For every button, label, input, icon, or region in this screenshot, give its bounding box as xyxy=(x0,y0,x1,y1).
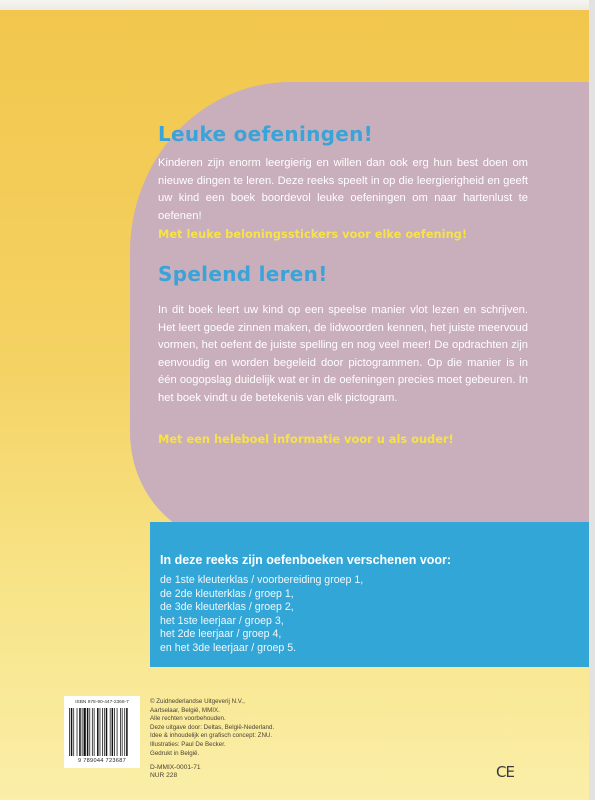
barcode-bar xyxy=(100,708,101,756)
parents-tagline: Met een heleboel informatie voor u als ouder! xyxy=(158,432,454,446)
imprint-line: Idee & inhoudelijk en grafisch concept: ZNU. xyxy=(150,732,273,740)
code-line: NUR 228 xyxy=(150,772,178,780)
barcode-bar xyxy=(89,708,90,756)
barcode-bar xyxy=(120,708,121,756)
imprint xyxy=(150,698,274,758)
barcode-bar xyxy=(112,708,114,756)
barcode-bar xyxy=(97,708,99,756)
barcode-digits: 9 789044 723687 xyxy=(77,758,127,764)
barcode-bar xyxy=(94,708,95,756)
series-list xyxy=(160,574,363,656)
barcode-bar xyxy=(71,708,73,756)
imprint-line: Gedrukt in België. xyxy=(150,749,200,757)
barcode-bar xyxy=(104,708,105,756)
barcode-bar xyxy=(110,708,111,756)
barcode-bar xyxy=(73,708,74,756)
imprint-line: Illustraties: Paul De Becker. xyxy=(150,740,226,748)
series-item: het 1ste leerjaar / groep 3, xyxy=(160,614,284,627)
barcode xyxy=(64,696,140,768)
barcode-bar xyxy=(84,708,86,756)
code-line: D-MMIX-0001-71 xyxy=(150,764,201,771)
isbn-label: ISBN 978-90-447-2368-7 xyxy=(75,700,129,705)
method-paragraph: In dit boek leert uw kind op een speelse manier vlot lezen en schrijven. Het leert goede zinnen maken, de lidwoorden kennen, het juiste meervoud vormen, het oefent de juiste spelling en nog veel meer! De opdrachten zijn eenvoudig en worden begeleid door pictogrammen. Op die manier is in één oogopslag duidelijk wat er in de oefeningen precies moet gebeuren. In het boek vindt u de betekenis van elk pictogram. xyxy=(158,304,528,404)
barcode-bars xyxy=(67,708,137,758)
barcode-bar xyxy=(126,708,128,756)
barcode-bar xyxy=(102,708,103,756)
series-item: de 1ste kleuterklas / voorbereiding groep 1, xyxy=(160,574,364,586)
imprint-line: © Zuidnederlandse Uitgeverij N.V., xyxy=(150,698,245,705)
series-item: en het 3de leerjaar / groep 5. xyxy=(160,641,297,654)
barcode-bar xyxy=(77,708,78,756)
imprint-line: Deze uitgave door: Deltas, België-Nederland. xyxy=(150,723,275,731)
stickers-tagline: Met leuke beloningsstickers voor elke oefening! xyxy=(158,227,468,241)
series-item: het 2de leerjaar / groep 4, xyxy=(160,628,282,641)
series-heading: In deze reeks zijn oefenboeken verschenen voor: xyxy=(160,553,452,567)
series-item: de 3de kleuterklas / groep 2, xyxy=(160,601,294,614)
heading-spelend-leren: Spelend leren! xyxy=(158,262,328,286)
barcode-bar xyxy=(124,708,125,756)
heading-leuke-oefeningen: Leuke oefeningen! xyxy=(158,122,374,146)
series-item: de 2de kleuterklas / groep 1, xyxy=(160,587,294,600)
barcode-bar xyxy=(114,708,115,756)
barcode-bar xyxy=(87,708,89,756)
barcode-bar xyxy=(117,708,118,756)
intro-paragraph: Kinderen zijn enorm leergierig en willen dan ook erg hun best doen om nieuwe dingen te leren. Deze reeks speelt in op die leergierigheid en geeft uw kind een boek boordevol leuke oefeningen om naar hartenlust te oefenen! xyxy=(158,157,528,222)
imprint-line: Aartselaar, België, MMIX. xyxy=(150,706,220,714)
barcode-bar xyxy=(122,708,123,756)
product-codes xyxy=(150,764,201,781)
ce-mark: CE xyxy=(496,763,514,781)
imprint-line: Alle rechten voorbehouden. xyxy=(150,715,226,723)
barcode-bar xyxy=(69,708,70,756)
barcode-bar xyxy=(106,708,108,756)
barcode-bar xyxy=(92,708,93,756)
barcode-bar xyxy=(79,708,81,756)
barcode-bar xyxy=(82,708,83,756)
